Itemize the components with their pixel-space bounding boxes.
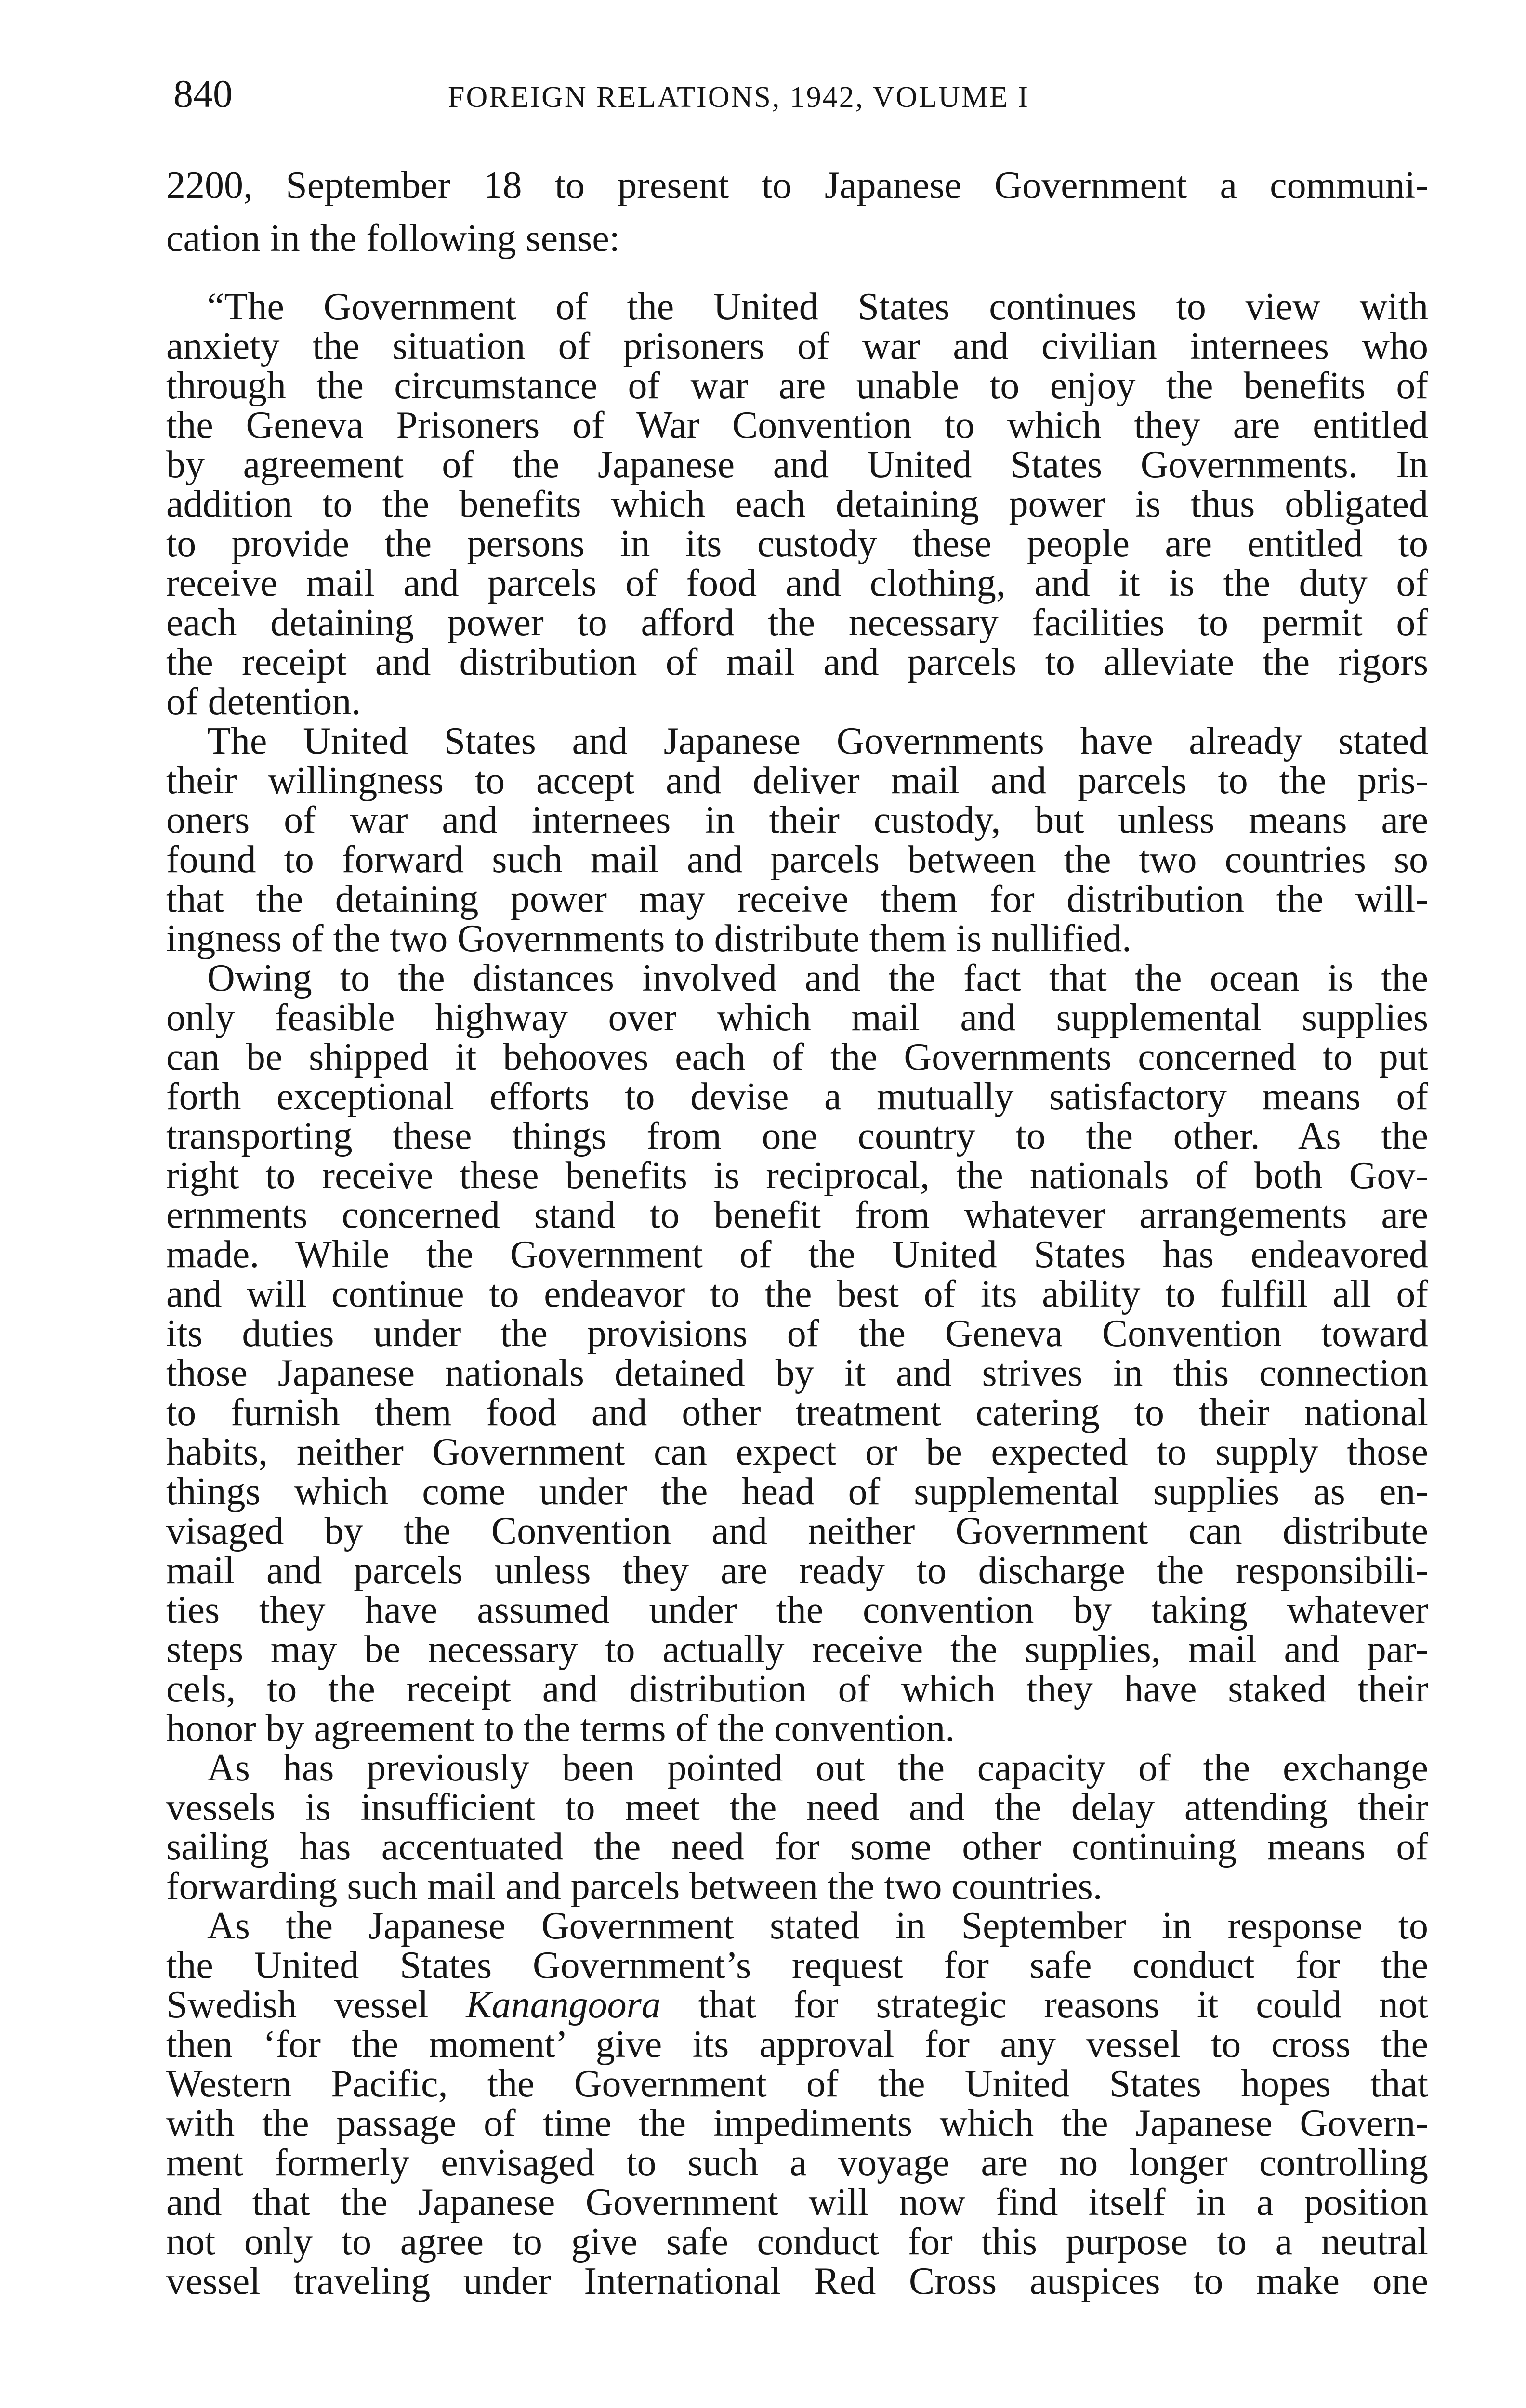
- text-line: the receipt and distribution of mail and parcels to alleviate the rigors: [166, 641, 1428, 683]
- text-line: to provide the persons in its custody these people are entitled to: [166, 523, 1428, 565]
- text-line: that the detaining power may receive them for distribution the will-: [166, 878, 1428, 920]
- text-line: visaged by the Convention and neither Government can distribute: [166, 1510, 1428, 1552]
- paragraph-willingness: [166, 721, 1428, 958]
- running-header: [173, 67, 1426, 120]
- text-line: ties they have assumed under the convention by taking whatever: [166, 1589, 1428, 1631]
- text-line: the Geneva Prisoners of War Convention to which they are entitled: [166, 404, 1428, 446]
- text-line: forwarding such mail and parcels between the two countries.: [166, 1865, 1103, 1908]
- text-line: cation in the following sense:: [166, 217, 620, 260]
- text-line: those Japanese nationals detained by it and strives in this connection: [166, 1352, 1428, 1394]
- text-line: ingness of the two Governments to distribute them is nullified.: [166, 917, 1132, 960]
- text-line: ment formerly envisaged to such a voyage are no longer controlling: [166, 2142, 1428, 2184]
- text-line: receive mail and parcels of food and clothing, and it is the duty of: [166, 562, 1428, 604]
- page-number: 840: [173, 72, 233, 116]
- text-line: and that the Japanese Government will now find itself in a position: [166, 2181, 1428, 2224]
- text-line: by agreement of the Japanese and United States Governments. In: [166, 444, 1428, 486]
- text-line: each detaining power to afford the necessary facilities to permit of: [166, 602, 1428, 644]
- text-line: vessels is insufficient to meet the need and the delay attending their: [166, 1786, 1428, 1829]
- text-line: their willingness to accept and deliver mail and parcels to the pris-: [166, 759, 1428, 802]
- text-line: vessel traveling under International Red Cross auspices to make one: [166, 2260, 1428, 2303]
- text-line: the United States Government’s request for safe conduct for the: [166, 1944, 1428, 1987]
- text-line: not only to agree to give safe conduct for this purpose to a neutral: [166, 2221, 1428, 2263]
- text-line: “The Government of the United States continues to view with: [207, 286, 1428, 328]
- text-line: its duties under the provisions of the Geneva Convention toward: [166, 1312, 1428, 1355]
- text-line: then ‘for the moment’ give its approval for any vessel to cross the: [166, 2023, 1428, 2066]
- body-text: [166, 159, 1428, 2301]
- paragraph-distances: [166, 958, 1428, 1748]
- text-line: habits, neither Government can expect or be expected to supply those: [166, 1431, 1428, 1473]
- paragraph-exchange-vessels: [166, 1748, 1428, 1906]
- text-line: ernments concerned stand to benefit from whatever arrangements are: [166, 1194, 1428, 1236]
- text-line-with-vessel-name: [166, 1985, 1428, 2025]
- running-title: FOREIGN RELATIONS, 1942, VOLUME I: [448, 81, 1029, 114]
- text-line: anxiety the situation of prisoners of war and civilian internees who: [166, 325, 1428, 367]
- text-line: The United States and Japanese Governments have already stated: [207, 720, 1428, 762]
- paragraph-safe-conduct: [166, 1906, 1428, 2301]
- text-segment: Swedish vessel: [166, 1984, 466, 2026]
- text-line: sailing has accentuated the need for some other continuing means of: [166, 1826, 1428, 1868]
- vessel-name: Kanangoora: [466, 1984, 661, 2026]
- text-line: As the Japanese Government stated in September in response to: [207, 1905, 1428, 1947]
- text-line: oners of war and internees in their custody, but unless means are: [166, 799, 1428, 841]
- paragraph-quote-opening: [166, 287, 1428, 721]
- text-line: Owing to the distances involved and the fact that the ocean is the: [207, 957, 1428, 999]
- text-line: and will continue to endeavor to the best of its ability to fulfill all of: [166, 1273, 1428, 1315]
- text-line: things which come under the head of supplemental supplies as en-: [166, 1470, 1428, 1513]
- text-line: made. While the Government of the United States has endeavored: [166, 1233, 1428, 1276]
- intro-paragraph: [166, 159, 1428, 265]
- text-line: honor by agreement to the terms of the convention.: [166, 1707, 955, 1750]
- text-line: 2200, September 18 to present to Japanese Government a communi-: [166, 164, 1428, 207]
- text-line: mail and parcels unless they are ready to discharge the responsibili-: [166, 1549, 1428, 1592]
- text-line: of detention.: [166, 681, 361, 723]
- text-line: As has previously been pointed out the capacity of the exchange: [207, 1747, 1428, 1789]
- text-line: right to receive these benefits is reciprocal, the nationals of both Gov-: [166, 1154, 1428, 1197]
- text-line: to furnish them food and other treatment catering to their national: [166, 1391, 1428, 1434]
- text-line: transporting these things from one country to the other. As the: [166, 1115, 1428, 1157]
- text-line: steps may be necessary to actually receive the supplies, mail and par-: [166, 1628, 1428, 1671]
- text-line: through the circumstance of war are unable to enjoy the benefits of: [166, 365, 1428, 407]
- text-line: with the passage of time the impediments which the Japanese Govern-: [166, 2102, 1428, 2145]
- text-line: found to forward such mail and parcels between the two countries so: [166, 838, 1428, 881]
- text-line: only feasible highway over which mail and supplemental supplies: [166, 996, 1428, 1039]
- text-line: forth exceptional efforts to devise a mutually satisfactory means of: [166, 1075, 1428, 1118]
- text-line: cels, to the receipt and distribution of which they have staked their: [166, 1668, 1428, 1710]
- text-line: Western Pacific, the Government of the United States hopes that: [166, 2063, 1428, 2105]
- text-line: addition to the benefits which each detaining power is thus obligated: [166, 483, 1428, 525]
- text-segment: that for strategic reasons it could not: [660, 1984, 1428, 2026]
- text-line: can be shipped it behooves each of the Governments concerned to put: [166, 1036, 1428, 1078]
